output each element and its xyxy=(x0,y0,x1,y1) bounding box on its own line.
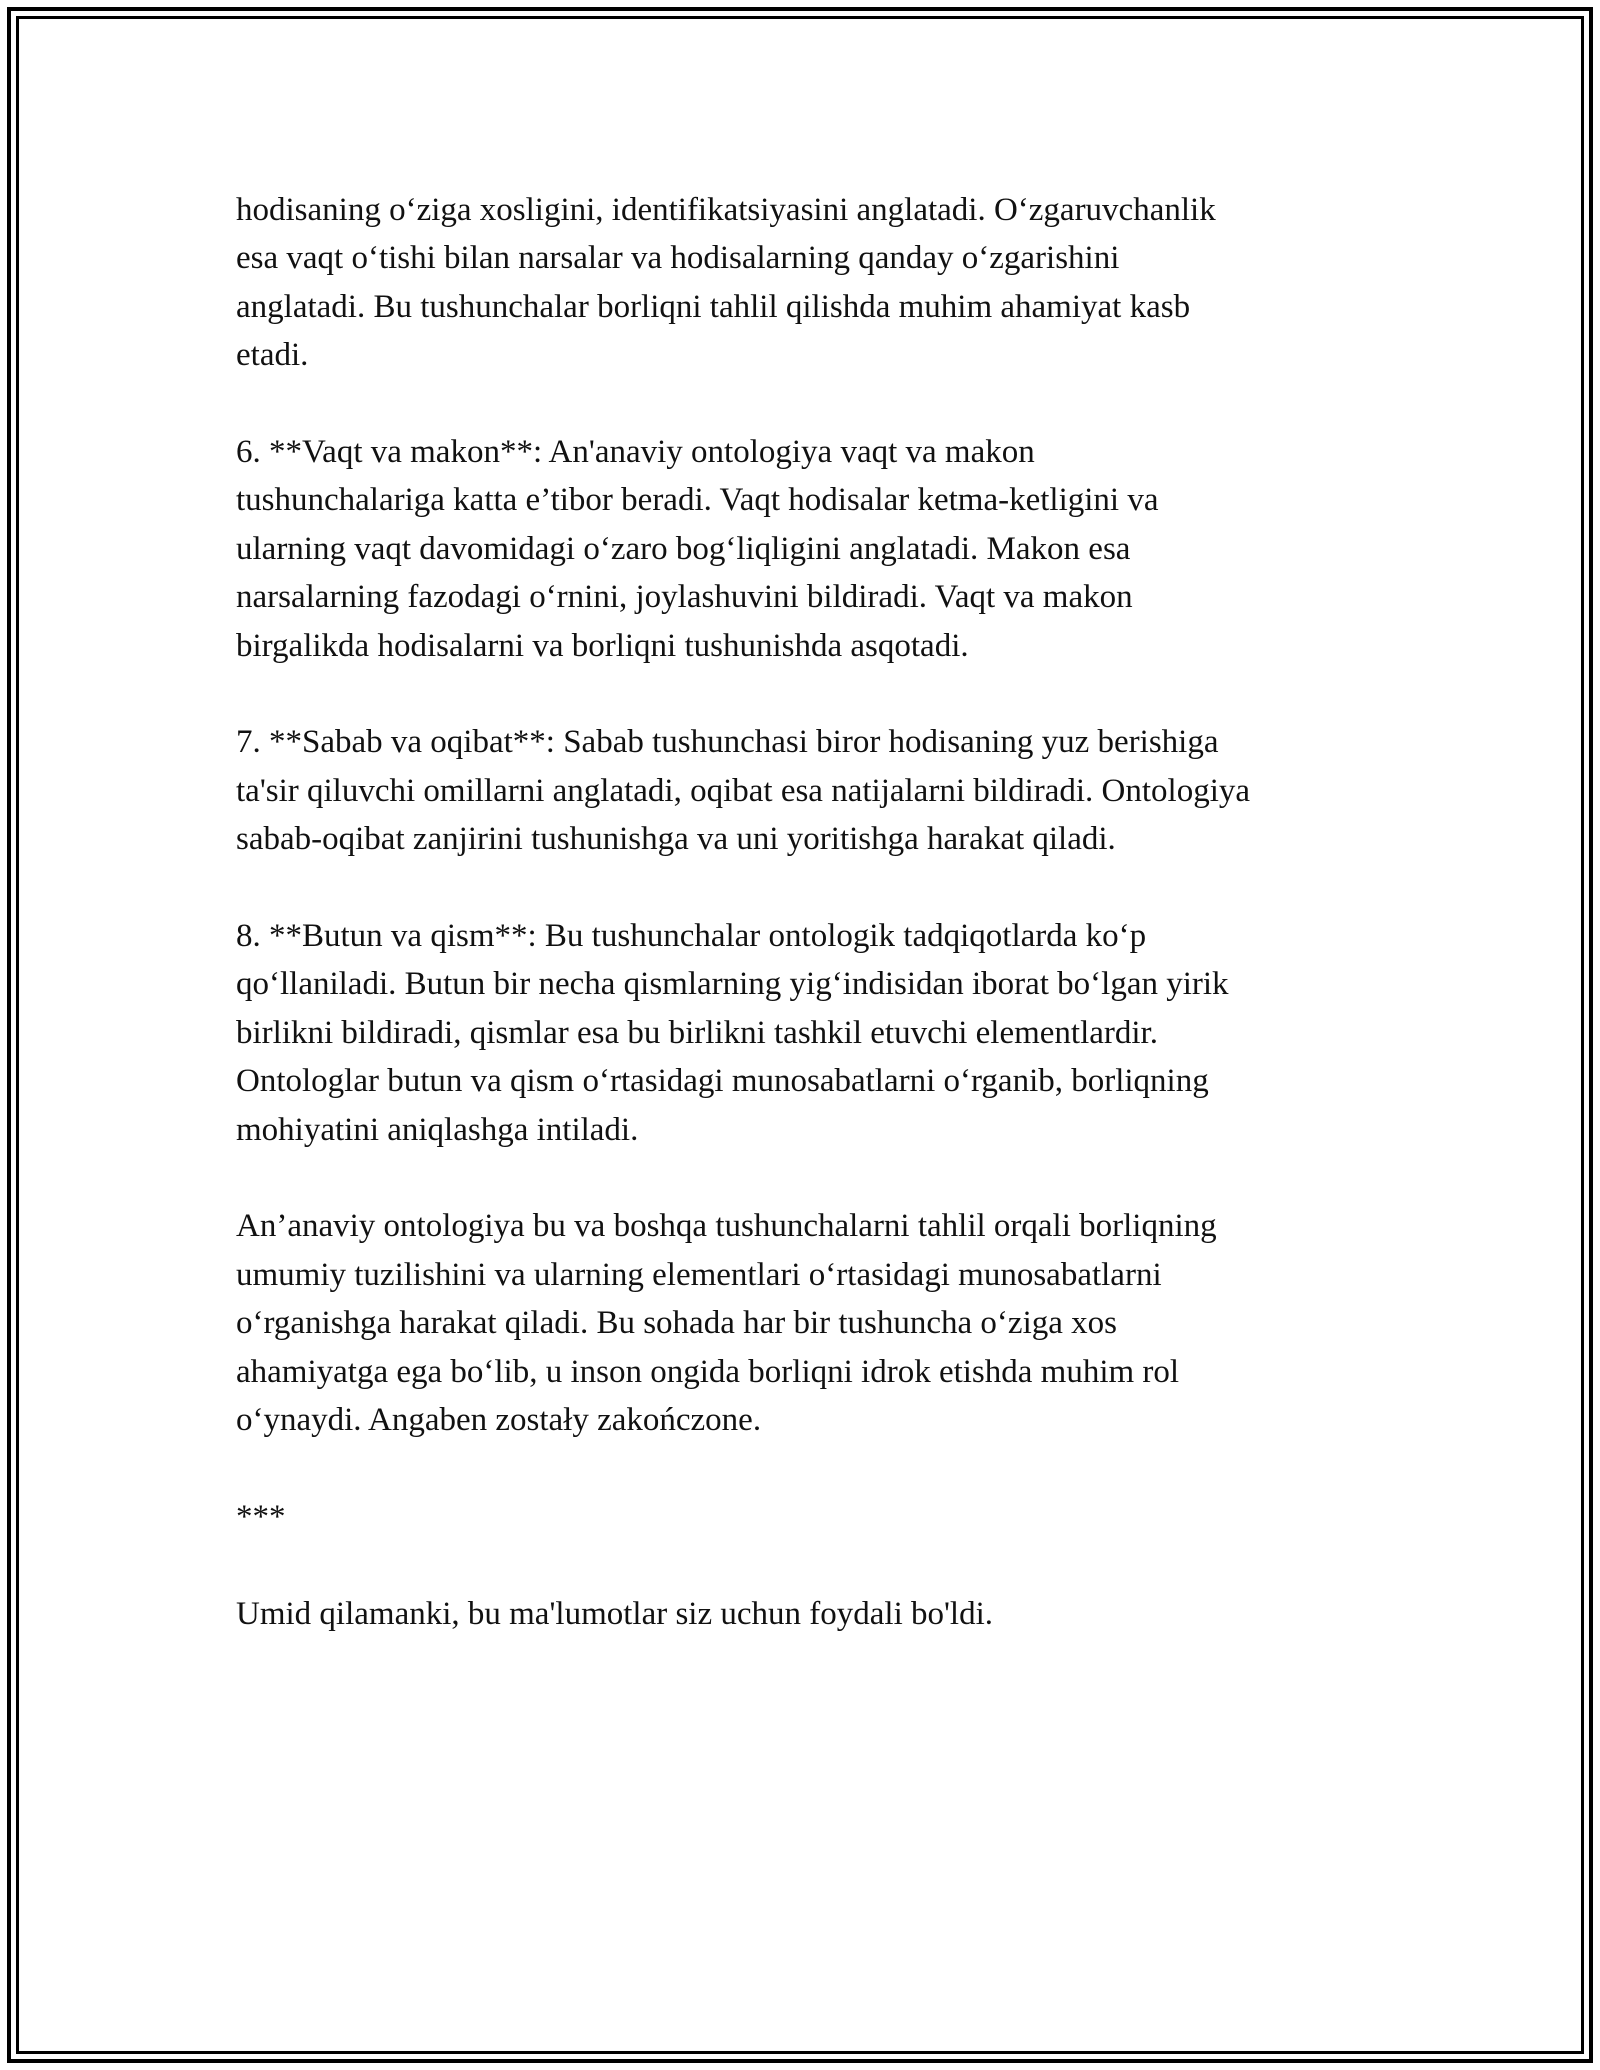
paragraph-whole-part xyxy=(236,912,1386,1154)
text-line: o‘rganishga harakat qiladi. Bu sohada har bir tushuncha o‘ziga xos xyxy=(236,1305,1117,1342)
section-separator xyxy=(236,1493,1386,1541)
paragraph-identity-change xyxy=(236,186,1386,380)
text-line: esa vaqt o‘tishi bilan narsalar va hodisalarning qanday o‘zgarishini xyxy=(236,240,1120,277)
text-line: umumiy tuzilishini va ularning elementlari o‘rtasidagi munosabatlarni xyxy=(236,1256,1162,1293)
text-line: An’anaviy ontologiya bu va boshqa tushunchalarni tahlil orqali borliqning xyxy=(236,1208,1217,1245)
text-line: 8. **Butun va qism**: Bu tushunchalar ontologik tadqiqotlarda ko‘p xyxy=(236,918,1147,955)
text-line: sabab-oqibat zanjirini tushunishga va uni yoritishga harakat qiladi. xyxy=(236,821,1116,858)
text-line: anglatadi. Bu tushunchalar borliqni tahlil qilishda muhim ahamiyat kasb xyxy=(236,288,1191,325)
text-line: Ontologlar butun va qism o‘rtasidagi munosabatlarni o‘rganib, borliqning xyxy=(236,1063,1209,1100)
text-line: birgalikda hodisalarni va borliqni tushunishda asqotadi. xyxy=(236,627,969,664)
separator-asterisks: *** xyxy=(236,1498,286,1535)
text-line: tushunchalariga katta e’tibor beradi. Vaqt hodisalar ketma-ketligini va xyxy=(236,482,1159,519)
paragraph-closing xyxy=(236,1590,1386,1638)
text-line: 6. **Vaqt va makon**: An'anaviy ontologiya vaqt va makon xyxy=(236,434,1035,471)
paragraph-time-space xyxy=(236,428,1386,670)
text-line: Umid qilamanki, bu ma'lumotlar siz uchun foydali bo'ldi. xyxy=(236,1595,994,1632)
text-line: birlikni bildiradi, qismlar esa bu birlikni tashkil etuvchi elementlardir. xyxy=(236,1014,1158,1051)
text-line: hodisaning o‘ziga xosligini, identifikatsiyasini anglatadi. O‘zgaruvchanlik xyxy=(236,192,1216,228)
text-line: narsalarning fazodagi o‘rnini, joylashuvini bildiradi. Vaqt va makon xyxy=(236,579,1133,616)
text-line: etadi. xyxy=(236,337,309,374)
text-line: o‘ynaydi. Angaben zostały zakończone. xyxy=(236,1402,762,1439)
text-line: 7. **Sabab va oqibat**: Sabab tushunchasi biror hodisaning yuz berishiga xyxy=(236,724,1219,761)
paragraph-conclusion xyxy=(236,1202,1386,1444)
text-line: ahamiyatga ega bo‘lib, u inson ongida borliqni idrok etishda muhim rol xyxy=(236,1353,1180,1390)
text-line: mohiyatini aniqlashga intiladi. xyxy=(236,1111,639,1148)
document-body xyxy=(236,186,1386,1686)
text-line: qo‘llaniladi. Butun bir necha qismlarning yig‘indisidan iborat bo‘lgan yirik xyxy=(236,966,1229,1003)
paragraph-cause-effect xyxy=(236,718,1386,863)
text-line: ularning vaqt davomidagi o‘zaro bog‘liqligini anglatadi. Makon esa xyxy=(236,530,1131,567)
text-line: ta'sir qiluvchi omillarni anglatadi, oqibat esa natijalarni bildiradi. Ontologiya xyxy=(236,772,1251,809)
